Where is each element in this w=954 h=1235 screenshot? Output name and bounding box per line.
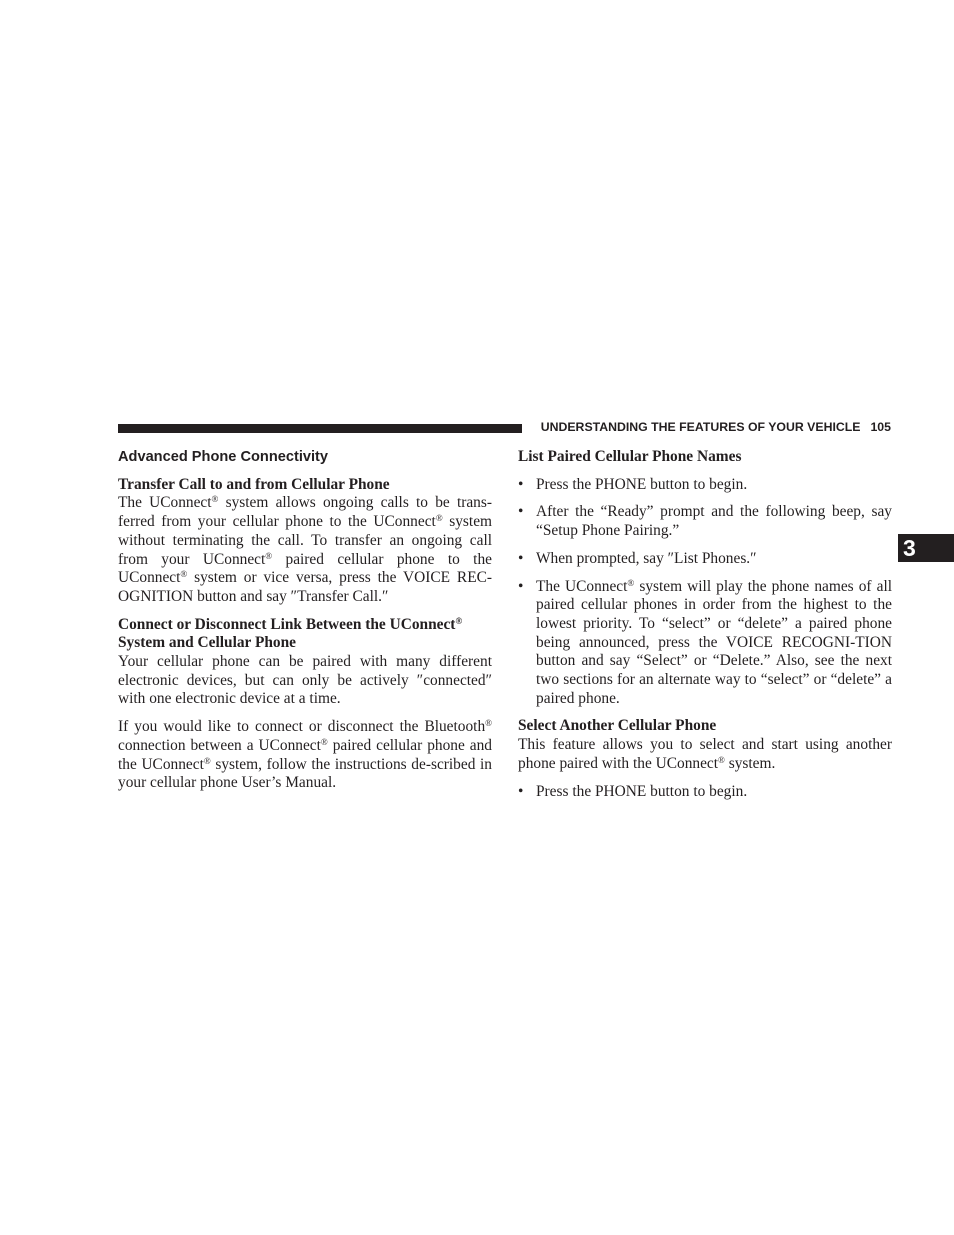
connect-paragraph-1: Your cellular phone can be paired with many different electronic devices, but can only be actively ″connected″ with one electronic device at a time. (118, 653, 492, 708)
list-item: • Press the PHONE button to begin. (518, 782, 748, 800)
section-title: Advanced Phone Connectivity (118, 449, 329, 465)
header-title: UNDERSTANDING THE FEATURES OF YOUR VEHICLE (540, 420, 861, 434)
registered-mark: ® (265, 550, 273, 561)
page-number: 105 (870, 420, 891, 434)
transfer-call-paragraph: The UConnect® system allows ongoing calls to be trans-ferred from your cellular phone to the UConnect® system without terminating the call. To transfer an ongoing call from your UConnect® paired cellular phone to the UConnect® system or vice versa, press the VOICE REC-OGNITION button and say ″Transfer Call.″ (118, 494, 492, 605)
header-rule (118, 424, 522, 433)
bullet-icon: • (518, 475, 524, 493)
registered-mark: ® (435, 513, 443, 524)
bullet-icon: • (518, 577, 524, 595)
select-another-paragraph: This feature allows you to select and start using another phone paired with the UConnect® system. (518, 736, 892, 772)
registered-mark: ® (180, 569, 188, 580)
list-item: • Press the PHONE button to begin. (518, 475, 748, 493)
list-item: • When prompted, say ″List Phones.″ (518, 549, 757, 567)
list-paired-heading: List Paired Cellular Phone Names (518, 448, 742, 465)
registered-mark: ® (627, 577, 635, 588)
connect-disconnect-heading: Connect or Disconnect Link Between the UConnect® System and Cellular Phone (118, 615, 463, 652)
running-header (531, 420, 891, 435)
list-paired-steps (518, 476, 892, 709)
registered-mark: ® (455, 615, 463, 626)
chapter-tab: 3 (898, 534, 954, 562)
bullet-icon: • (518, 503, 524, 521)
list-item: • The UConnect® system will play the phone names of all paired cellular phones in order from the highest to the lowest priority. To “select” or “delete” a paired phone being announced, press the VOICE RECOGNI-TION button and say “Select” or “Delete.” Also, see the next two sections for an alternate way to “select” or “delete” a paired phone. (518, 577, 892, 707)
registered-mark: ® (320, 736, 328, 747)
registered-mark: ® (211, 494, 219, 505)
list-item: • After the “Ready” prompt and the following beep, say “Setup Phone Pairing.” (518, 503, 892, 540)
registered-mark: ® (203, 755, 211, 766)
select-another-heading: Select Another Cellular Phone (518, 717, 717, 735)
select-another-steps (518, 783, 892, 802)
registered-mark: ® (718, 754, 725, 765)
left-column (118, 448, 492, 802)
right-column (518, 448, 892, 810)
bullet-icon: • (518, 782, 524, 800)
registered-mark: ® (485, 718, 492, 729)
connect-paragraph-2: If you would like to connect or disconnect the Bluetooth® connection between a UConnect® paired cellular phone and the UConnect® system, follow the instructions de-scribed in your cellular phone User’s Manual. (118, 718, 493, 792)
bullet-icon: • (518, 549, 524, 567)
transfer-call-heading: Transfer Call to and from Cellular Phone (118, 475, 390, 493)
